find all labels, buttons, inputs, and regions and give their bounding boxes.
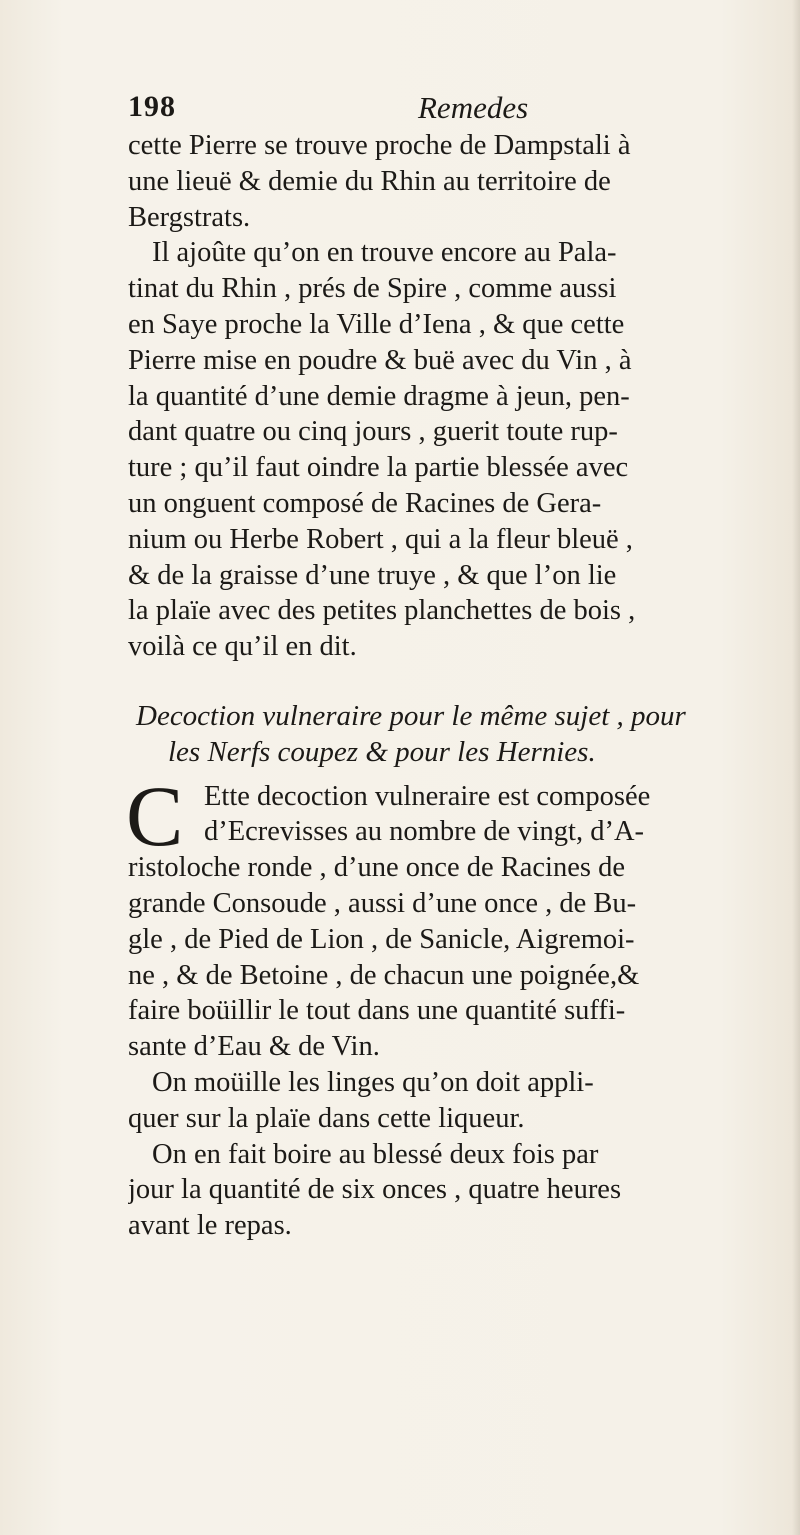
text-line: faire boüillir le tout dans une quantité suffi- — [128, 995, 626, 1027]
text-line: en Saye proche la Ville d’Iena , & que cette — [128, 308, 625, 340]
page-text — [128, 128, 770, 1244]
text-line: d’Ecrevisses au nombre de vingt, d’A- — [204, 816, 645, 848]
text-line: grande Consoude , aussi d’une once , de Bu- — [128, 887, 637, 919]
running-head: Remedes — [418, 90, 529, 125]
text-line: ne , & de Betoine , de chacun une poignée,& — [128, 959, 640, 991]
drop-cap: C — [126, 767, 184, 864]
text-line: Ette decoction vulneraire est composée — [204, 780, 651, 812]
text-line: une lieuë & demie du Rhin au territoire de — [128, 165, 611, 197]
text-line: nium ou Herbe Robert , qui a la fleur bleuë , — [128, 523, 633, 555]
section-title: les Nerfs coupez & pour les Hernies. — [168, 735, 596, 768]
section-title: Decoction vulneraire pour le même sujet , pour — [136, 699, 686, 732]
page-number: 198 — [128, 90, 176, 123]
page-header — [128, 90, 768, 130]
text-line: On moüille les linges qu’on doit appli- — [152, 1066, 594, 1098]
text-line: On en fait boire au blessé deux fois par — [152, 1138, 599, 1170]
text-line: avant le repas. — [128, 1210, 292, 1242]
dropcap-paragraph — [126, 767, 770, 864]
text-line: Bergstrats. — [128, 201, 251, 233]
text-line: dant quatre ou cinq jours , guerit toute rup- — [128, 416, 618, 448]
text-line: & de la graisse d’une truye , & que l’on lie — [128, 559, 617, 591]
text-line: gle , de Pied de Lion , de Sanicle, Aigremoi- — [128, 923, 635, 955]
text-line: un onguent composé de Racines de Gera- — [128, 487, 602, 519]
text-line: la plaïe avec des petites planchettes de bois , — [128, 595, 636, 627]
page-edge-shadow — [792, 0, 800, 1535]
text-line: ture ; qu’il faut oindre la partie blessée avec — [128, 452, 629, 484]
text-line: cette Pierre se trouve proche de Dampstali à — [128, 130, 631, 161]
text-line: la quantité d’une demie dragme à jeun, pen- — [128, 380, 630, 412]
text-line: ristoloche ronde , d’une once de Racines de — [128, 852, 625, 884]
text-line: voilà ce qu’il en dit. — [128, 631, 357, 663]
text-line: tinat du Rhin , prés de Spire , comme aussi — [128, 273, 617, 305]
text-line: sante d’Eau & de Vin. — [128, 1031, 380, 1063]
text-line: jour la quantité de six onces , quatre heures — [128, 1174, 622, 1206]
text-line: quer sur la plaïe dans cette liqueur. — [128, 1102, 525, 1134]
text-line: Il ajoûte qu’on en trouve encore au Pala- — [152, 237, 617, 269]
text-line: Pierre mise en poudre & buë avec du Vin , à — [128, 344, 632, 376]
